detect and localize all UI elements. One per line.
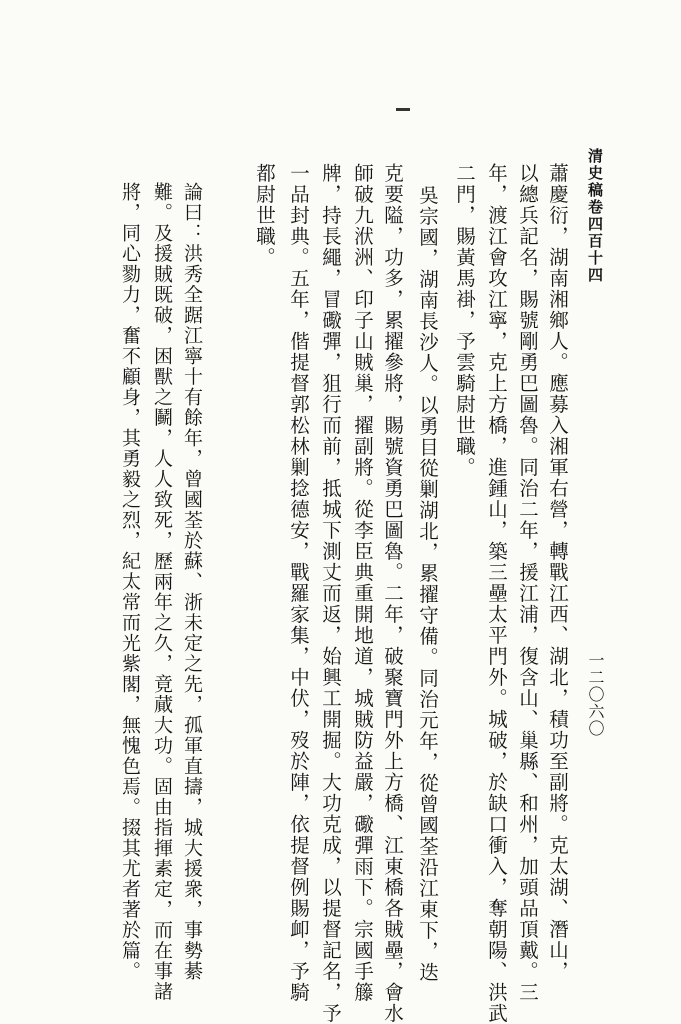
text-column-7: 師破九洑洲、印子山賊巢，擢副將。從李臣典重開地道，城賊防益嚴，礮彈雨下。宗國手籐	[351, 163, 374, 1003]
text-column-4: 二門，賜黃馬褂，予雲騎尉世職。	[453, 163, 476, 478]
text-column-13: 將，同心勠力，奮不顧身，其勇毅之烈，紀太常而光紫閣，無愧色焉。掇其尤者著於篇。	[119, 182, 141, 982]
page-number: 一二〇六〇	[586, 652, 605, 737]
text-column-12: 難。及援賊既破，困獸之鬭，人人致死，歷兩年之久，竟蕆大功。固由指揮素定，而在事諸	[151, 182, 173, 1002]
separator-rule	[396, 108, 410, 111]
running-header-title: 清史稿卷四百十四	[586, 148, 604, 284]
text-column-11: 論曰：洪秀全踞江寧十有餘年，曾國荃於蘇、浙未定之先，孤軍直擣，城大援衆，事勢綦	[181, 182, 203, 982]
text-column-6: 克要隘，功多，累擢參將，賜號資勇巴圖魯。二年，破聚寶門外上方橋、江東橋各賊壘，會水	[381, 163, 404, 1024]
text-column-3: 年，渡江會攻江寧，克上方橋，進鍾山，築三壘太平門外。城破，於缺口衝入，奪朝陽、洪武	[485, 163, 508, 1024]
text-column-8: 牌，持長繩，冒礮彈，狙行而前，抵城下測丈而返，始興工開掘。大功克成，以提督記名，予	[319, 163, 342, 1024]
text-column-2: 以總兵記名，賜號剛勇巴圖魯。同治二年，援江浦，復含山、巢縣、和州，加頭品頂戴。三	[516, 163, 539, 1003]
text-column-1: 蕭慶衍，湖南湘鄉人。應募入湘軍右營，轉戰江西、湖北，積功至副將。克太湖、潛山，	[546, 163, 569, 982]
text-column-9: 一品封典。五年，偕提督郭松林剿捻德安，戰羅家集，中伏，歿於陣，依提督例賜卹，予騎	[287, 163, 310, 1003]
text-column-5: 吳宗國，湖南長沙人。以勇目從剿湖北，累擢守備。同治元年，從曾國荃沿江東下，迭	[416, 185, 439, 983]
text-column-10: 都尉世職。	[253, 163, 276, 268]
